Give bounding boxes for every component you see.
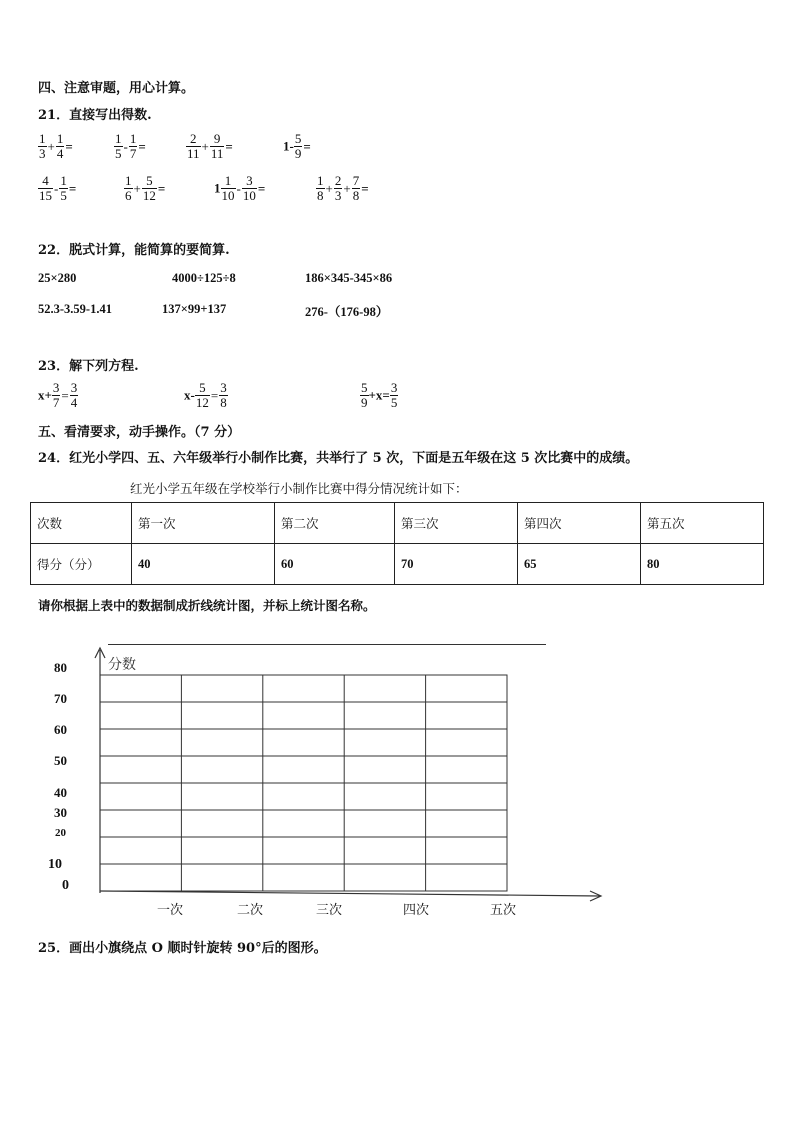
question-22-title: 22．脱式计算，能简算的要简算. [38,243,230,258]
question-23-title: 23．解下列方程. [38,359,139,374]
section-5-title: 五、看清要求，动手操作。（7 分） [38,425,241,440]
q22-expression-4: 52.3-3.59-1.41 [38,302,112,316]
fraction: $\frac{1}{4}$ [56,131,64,161]
y-tick-label: 10 [48,857,62,872]
y-axis-title: 分数 [108,657,136,673]
q21-item-8: $\frac{1}{8}$ + $\frac{2}{3}$ + $\frac{7}{8}$ = [317,173,369,203]
y-tick-label: 30 [54,805,67,820]
question-24-title: 24．红光小学四、五、六年级举行小制作比赛，共举行了 5 次，下面是五年级在这 5 次比赛中的成绩。 [38,451,639,466]
q22-expression-1: 25×280 [38,271,77,285]
x-tick-label: 五次 [490,903,517,918]
x-tick-label: 一次 [157,903,184,918]
line-chart-grid[interactable] [0,630,794,930]
q23-equation-3: $\frac{5}{9}$ +x= $\frac{3}{5}$ [361,380,398,410]
q21-item-7: 1 $\frac{1}{10}$ - $\frac{3}{10}$ = [214,173,266,203]
q22-expression-5: 137×99+137 [162,302,227,316]
x-tick-label: 三次 [316,903,343,918]
table-header-cell: 第三次 [395,503,518,544]
table-cell: 70 [395,544,518,585]
y-tick-label: 20 [55,827,66,839]
y-tick-label: 70 [54,691,67,706]
y-tick-label: 40 [54,785,67,800]
question-21-title: 21．直接写出得数. [38,108,152,123]
table-cell: 60 [275,544,395,585]
x-tick-label: 四次 [403,903,430,918]
q22-expression-2: 4000÷125÷8 [172,271,236,285]
y-tick-label: 0 [62,878,69,893]
table-row [31,544,764,585]
table-cell: 40 [132,544,275,585]
table-caption: 红光小学五年级在学校举行小制作比赛中得分情况统计如下： [130,481,468,496]
fraction: $\frac{1}{3}$ [39,131,46,161]
q21-item-2: $\frac{1}{5}$ - $\frac{1}{7}$ = [115,131,146,161]
x-tick-label: 二次 [237,903,264,918]
chart-instruction: 请你根据上表中的数据制成折线统计图，并标上统计图名称。 [38,598,376,613]
y-tick-label: 80 [54,660,67,675]
table-header-cell: 第四次 [518,503,641,544]
q22-expression-3: 186×345-345×86 [305,271,393,285]
q21-item-6: $\frac{1}{6}$ + $\frac{5}{12}$ = [125,173,166,203]
table-header-cell: 第一次 [132,503,275,544]
q22-expression-6: 276-（176-98） [305,305,389,319]
q21-item-5: $\frac{4}{15}$ - $\frac{1}{5}$ = [39,173,77,203]
x-axis [100,891,600,896]
table-cell: 80 [641,544,764,585]
question-25-title: 25．画出小旗绕点 O 顺时针旋转 90°后的图形。 [38,941,327,956]
table-row [31,503,764,544]
q23-equation-2: x- $\frac{5}{12}$ = $\frac{3}{8}$ [184,380,227,410]
table-header-cell: 第二次 [275,503,395,544]
q21-item-1: $\frac{1}{3}$ + $\frac{1}{4}$ = [39,131,73,161]
q21-item-3: $\frac{2}{11}$ + $\frac{9}{11}$ = [187,131,233,161]
q21-item-4: 1- $\frac{5}{9}$ = [283,131,311,161]
score-table [30,502,764,585]
y-tick-label: 60 [54,722,67,737]
table-header-cell: 第五次 [641,503,764,544]
section-4-title: 四、注意审题，用心计算。 [38,81,195,96]
chart-grid-lines [100,675,507,891]
table-header-cell: 次数 [31,503,132,544]
table-cell: 得分（分） [31,544,132,585]
q23-equation-1: x+ $\frac{3}{7}$ = $\frac{3}{4}$ [38,380,78,410]
table-cell: 65 [518,544,641,585]
y-tick-label: 50 [54,753,67,768]
